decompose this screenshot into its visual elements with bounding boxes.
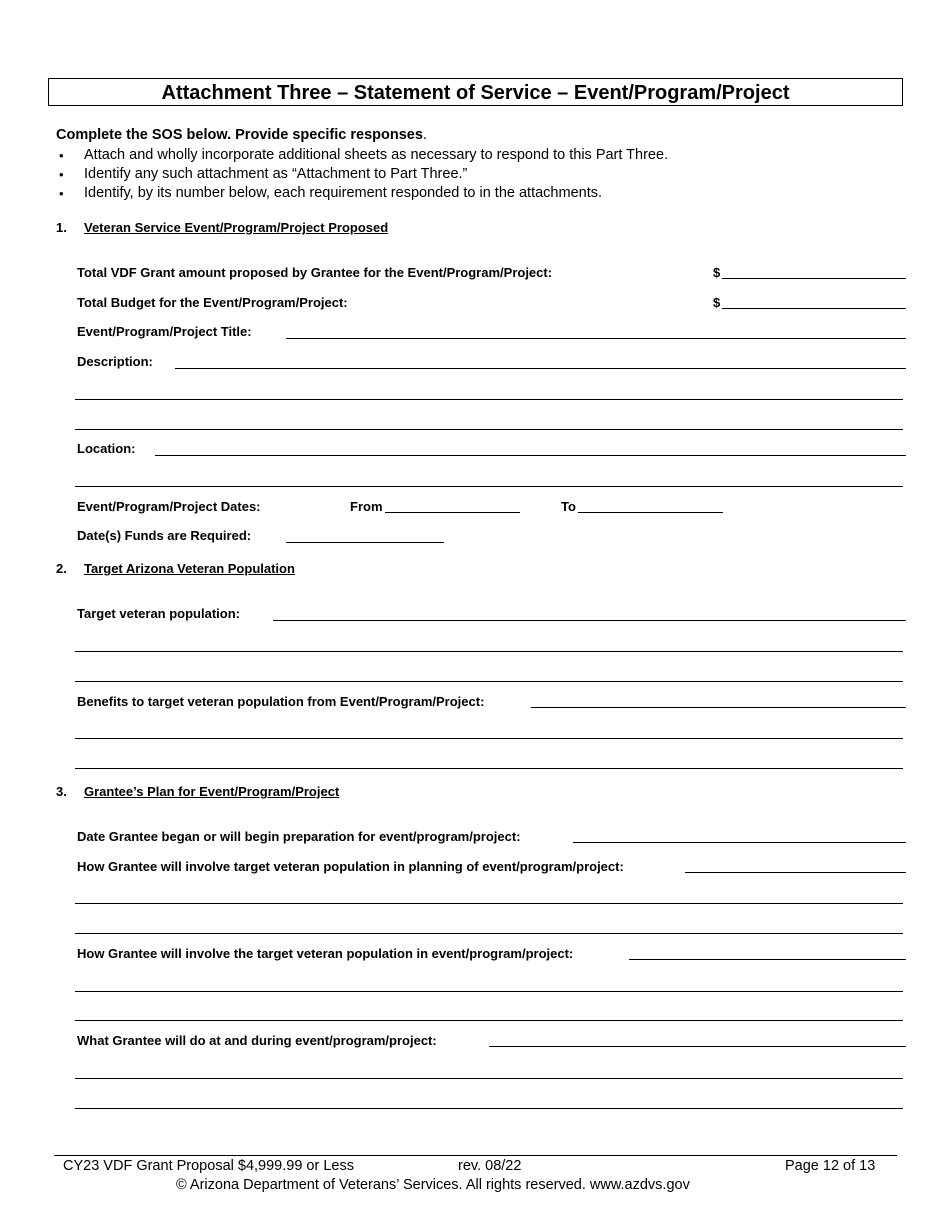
event-activities-field-line-2[interactable] xyxy=(75,1078,903,1079)
description-field-line-3[interactable] xyxy=(75,429,903,430)
location-field-line-2[interactable] xyxy=(75,486,903,487)
event-involvement-field[interactable] xyxy=(629,959,906,960)
from-date-field[interactable] xyxy=(385,512,520,513)
description-label: Description: xyxy=(77,354,153,369)
budget-field[interactable] xyxy=(722,308,906,309)
instructions-heading xyxy=(56,127,427,143)
page-title: Attachment Three – Statement of Service – Event/Program/Project xyxy=(161,82,790,104)
to-label: To xyxy=(561,499,576,514)
benefits-field[interactable] xyxy=(531,707,906,708)
footer-page-number: Page 12 of 13 xyxy=(785,1158,876,1174)
section-3-number: 3. xyxy=(56,784,67,799)
to-date-field[interactable] xyxy=(578,512,723,513)
section-3-title: Grantee’s Plan for Event/Program/Project xyxy=(84,784,340,799)
instruction-bullet-2: Identify any such attachment as “Attachment to Part Three.” xyxy=(84,166,468,182)
planning-involvement-field-line-2[interactable] xyxy=(75,903,903,904)
location-label: Location: xyxy=(77,441,136,456)
location-field[interactable] xyxy=(155,455,906,456)
budget-currency-sign: $ xyxy=(713,295,721,310)
from-label: From xyxy=(350,499,383,514)
instructions-heading-text: Complete the SOS below. Provide specific responses xyxy=(56,127,423,143)
section-1-number: 1. xyxy=(56,220,67,235)
grant-amount-field[interactable] xyxy=(722,278,906,279)
project-title-label: Event/Program/Project Title: xyxy=(77,324,252,339)
grant-currency-sign: $ xyxy=(713,265,721,280)
planning-involvement-field-line-3[interactable] xyxy=(75,933,903,934)
instruction-bullet-3: Identify, by its number below, each requirement responded to in the attachments. xyxy=(84,185,602,201)
dates-label: Event/Program/Project Dates: xyxy=(77,499,261,514)
target-population-field-line-2[interactable] xyxy=(75,651,903,652)
event-involvement-field-line-2[interactable] xyxy=(75,991,903,992)
section-2-title: Target Arizona Veteran Population xyxy=(84,561,295,576)
footer-form-name: CY23 VDF Grant Proposal $4,999.99 or Less xyxy=(63,1158,354,1174)
bullet-icon: • xyxy=(59,148,64,163)
event-activities-field[interactable] xyxy=(489,1046,906,1047)
footer-revision: rev. 08/22 xyxy=(458,1158,522,1174)
event-activities-field-line-3[interactable] xyxy=(75,1108,903,1109)
target-population-field[interactable] xyxy=(273,620,906,621)
funds-required-label: Date(s) Funds are Required: xyxy=(77,528,252,543)
event-activities-label: What Grantee will do at and during event/program/project: xyxy=(77,1033,437,1048)
instruction-bullet-1: Attach and wholly incorporate additional sheets as necessary to respond to this Part Three. xyxy=(84,147,669,163)
section-2-number: 2. xyxy=(56,561,67,576)
bullet-icon: • xyxy=(59,186,64,201)
budget-label: Total Budget for the Event/Program/Project: xyxy=(77,295,348,310)
funds-required-field[interactable] xyxy=(286,542,444,543)
footer-copyright: © Arizona Department of Veterans’ Services. All rights reserved. www.azdvs.gov xyxy=(176,1177,690,1193)
benefits-field-line-2[interactable] xyxy=(75,738,903,739)
planning-involvement-field[interactable] xyxy=(685,872,906,873)
event-involvement-field-line-3[interactable] xyxy=(75,1020,903,1021)
preparation-date-field[interactable] xyxy=(573,842,906,843)
grant-amount-label: Total VDF Grant amount proposed by Grantee for the Event/Program/Project: xyxy=(77,265,553,280)
title-box xyxy=(48,78,903,106)
target-population-field-line-3[interactable] xyxy=(75,681,903,682)
planning-involvement-label: How Grantee will involve target veteran population in planning of event/program/project: xyxy=(77,859,624,874)
section-1-title: Veteran Service Event/Program/Project Proposed xyxy=(84,220,389,235)
benefits-label: Benefits to target veteran population from Event/Program/Project: xyxy=(77,694,485,709)
footer-divider xyxy=(54,1155,897,1156)
target-population-label: Target veteran population: xyxy=(77,606,240,621)
project-title-field[interactable] xyxy=(286,338,906,339)
event-involvement-label: How Grantee will involve the target veteran population in event/program/project: xyxy=(77,946,574,961)
bullet-icon: • xyxy=(59,167,64,182)
description-field-line-2[interactable] xyxy=(75,399,903,400)
instructions-heading-period: . xyxy=(422,127,427,143)
preparation-date-label: Date Grantee began or will begin preparation for event/program/project: xyxy=(77,829,521,844)
benefits-field-line-3[interactable] xyxy=(75,768,903,769)
description-field[interactable] xyxy=(175,368,906,369)
